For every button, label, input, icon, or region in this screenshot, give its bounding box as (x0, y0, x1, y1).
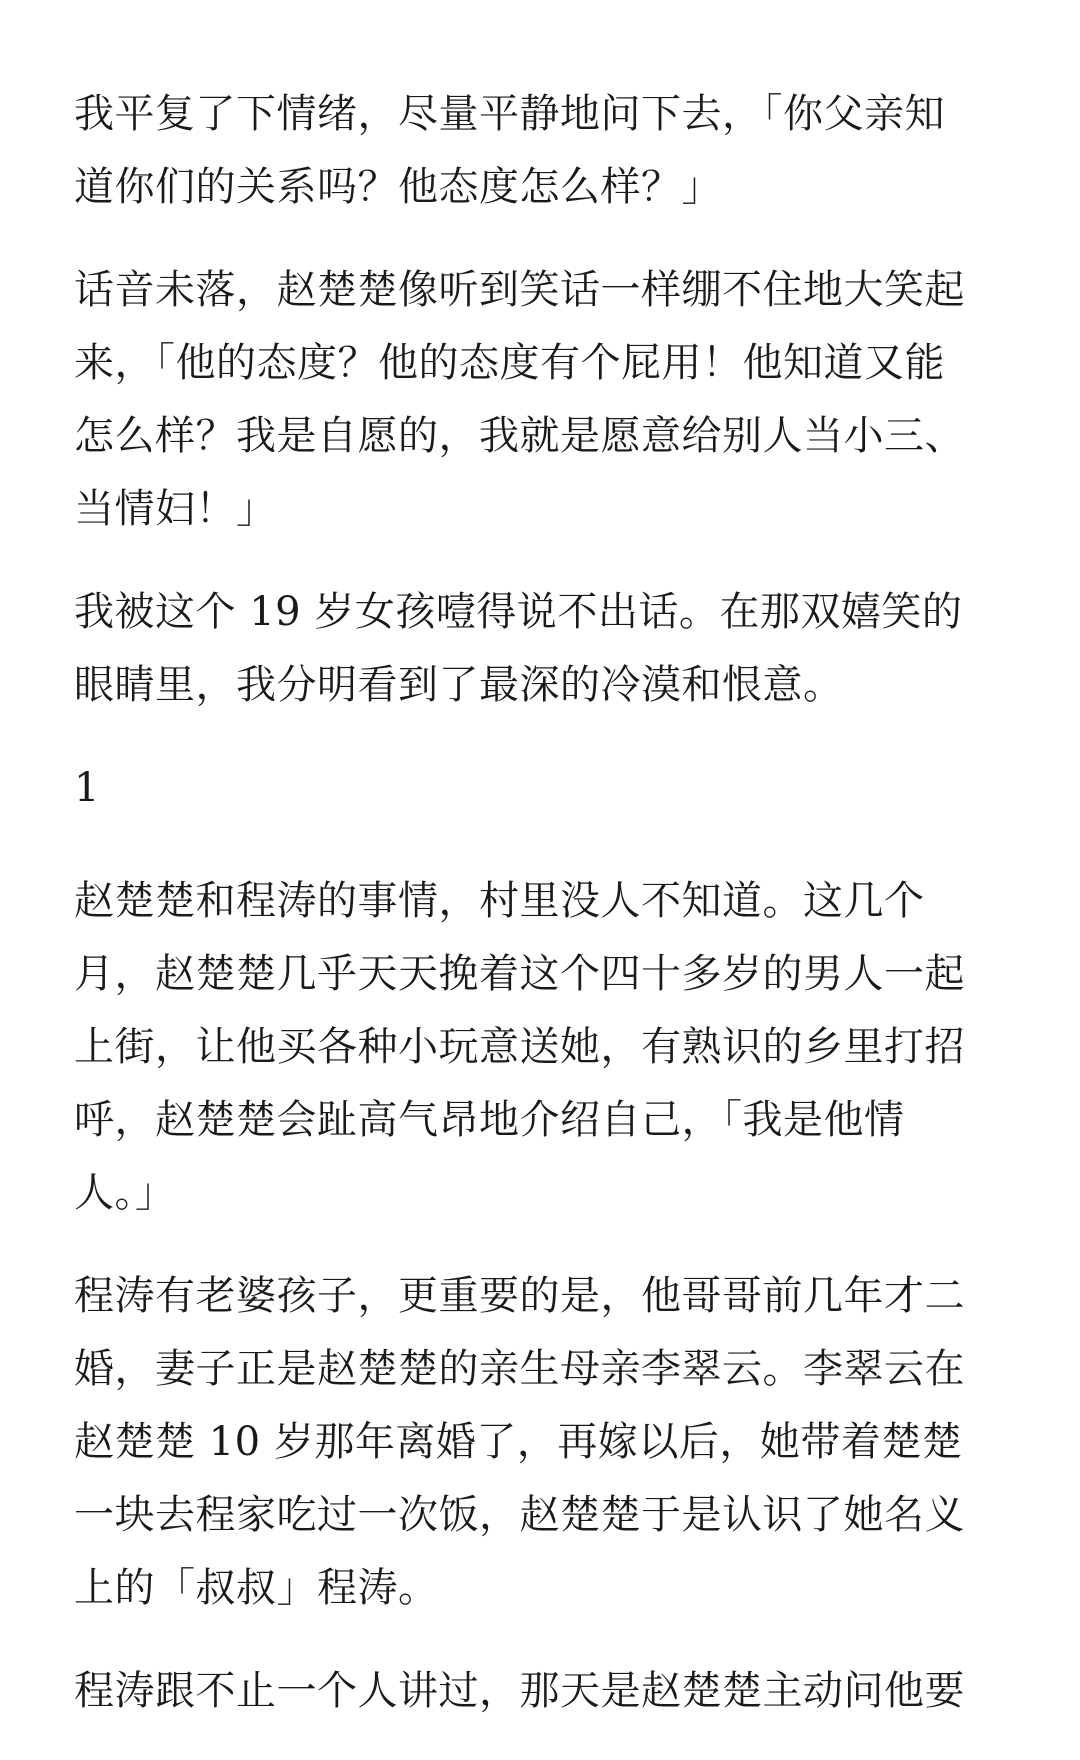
text-line: 上街，让他买各种小玩意送她，有熟识的乡里打招 (74, 1024, 965, 1070)
text-line: 程涛跟不止一个人讲过，那天是赵楚楚主动问他要 (74, 1668, 965, 1714)
text-line: 我被这个 19 岁女孩噎得说不出话。在那双嬉笑的 (74, 589, 963, 635)
paragraph (74, 254, 1004, 546)
text-line: 眼睛里，我分明看到了最深的冷漠和恨意。 (74, 662, 844, 708)
text-line: 怎么样？我是自愿的，我就是愿意给别人当小三、 (74, 413, 965, 459)
text-line: 月，赵楚楚几乎天天挽着这个四十多岁的男人一起 (74, 951, 965, 997)
text-line: 赵楚楚和程涛的事情，村里没人不知道。这几个 (74, 878, 925, 924)
text-line: 当情妇！」 (74, 486, 277, 532)
text-line: 上的「叔叔」程涛。 (74, 1565, 439, 1611)
paragraph (74, 1655, 1004, 1728)
section-number: 1 (74, 765, 100, 811)
text-line: 婚，妻子正是赵楚楚的亲生母亲李翠云。李翠云在 (74, 1346, 965, 1392)
paragraph (74, 576, 1004, 722)
text-line: 道你们的关系吗？他态度怎么样？」 (74, 164, 722, 210)
text-line: 人。」 (74, 1170, 176, 1216)
text-line: 程涛有老婆孩子，更重要的是，他哥哥前几年才二 (74, 1273, 965, 1319)
text-line: 一块去程家吃过一次饭，赵楚楚于是认识了她名义 (74, 1492, 965, 1538)
text-line: 赵楚楚 10 岁那年离婚了，再嫁以后，她带着楚楚 (74, 1419, 963, 1465)
paragraph (74, 865, 1004, 1230)
paragraph (74, 1260, 1004, 1625)
paragraph (74, 78, 1004, 224)
text-line: 话音未落，赵楚楚像听到笑话一样绷不住地大笑起 (74, 267, 965, 313)
text-line: 来，「他的态度？他的态度有个屁用！他知道又能 (74, 340, 945, 386)
article-body (74, 78, 1004, 1758)
text-line: 我平复了下情绪，尽量平静地问下去，「你父亲知 (74, 91, 945, 137)
text-line: 呼，赵楚楚会趾高气昂地介绍自己，「我是他情 (74, 1097, 905, 1143)
